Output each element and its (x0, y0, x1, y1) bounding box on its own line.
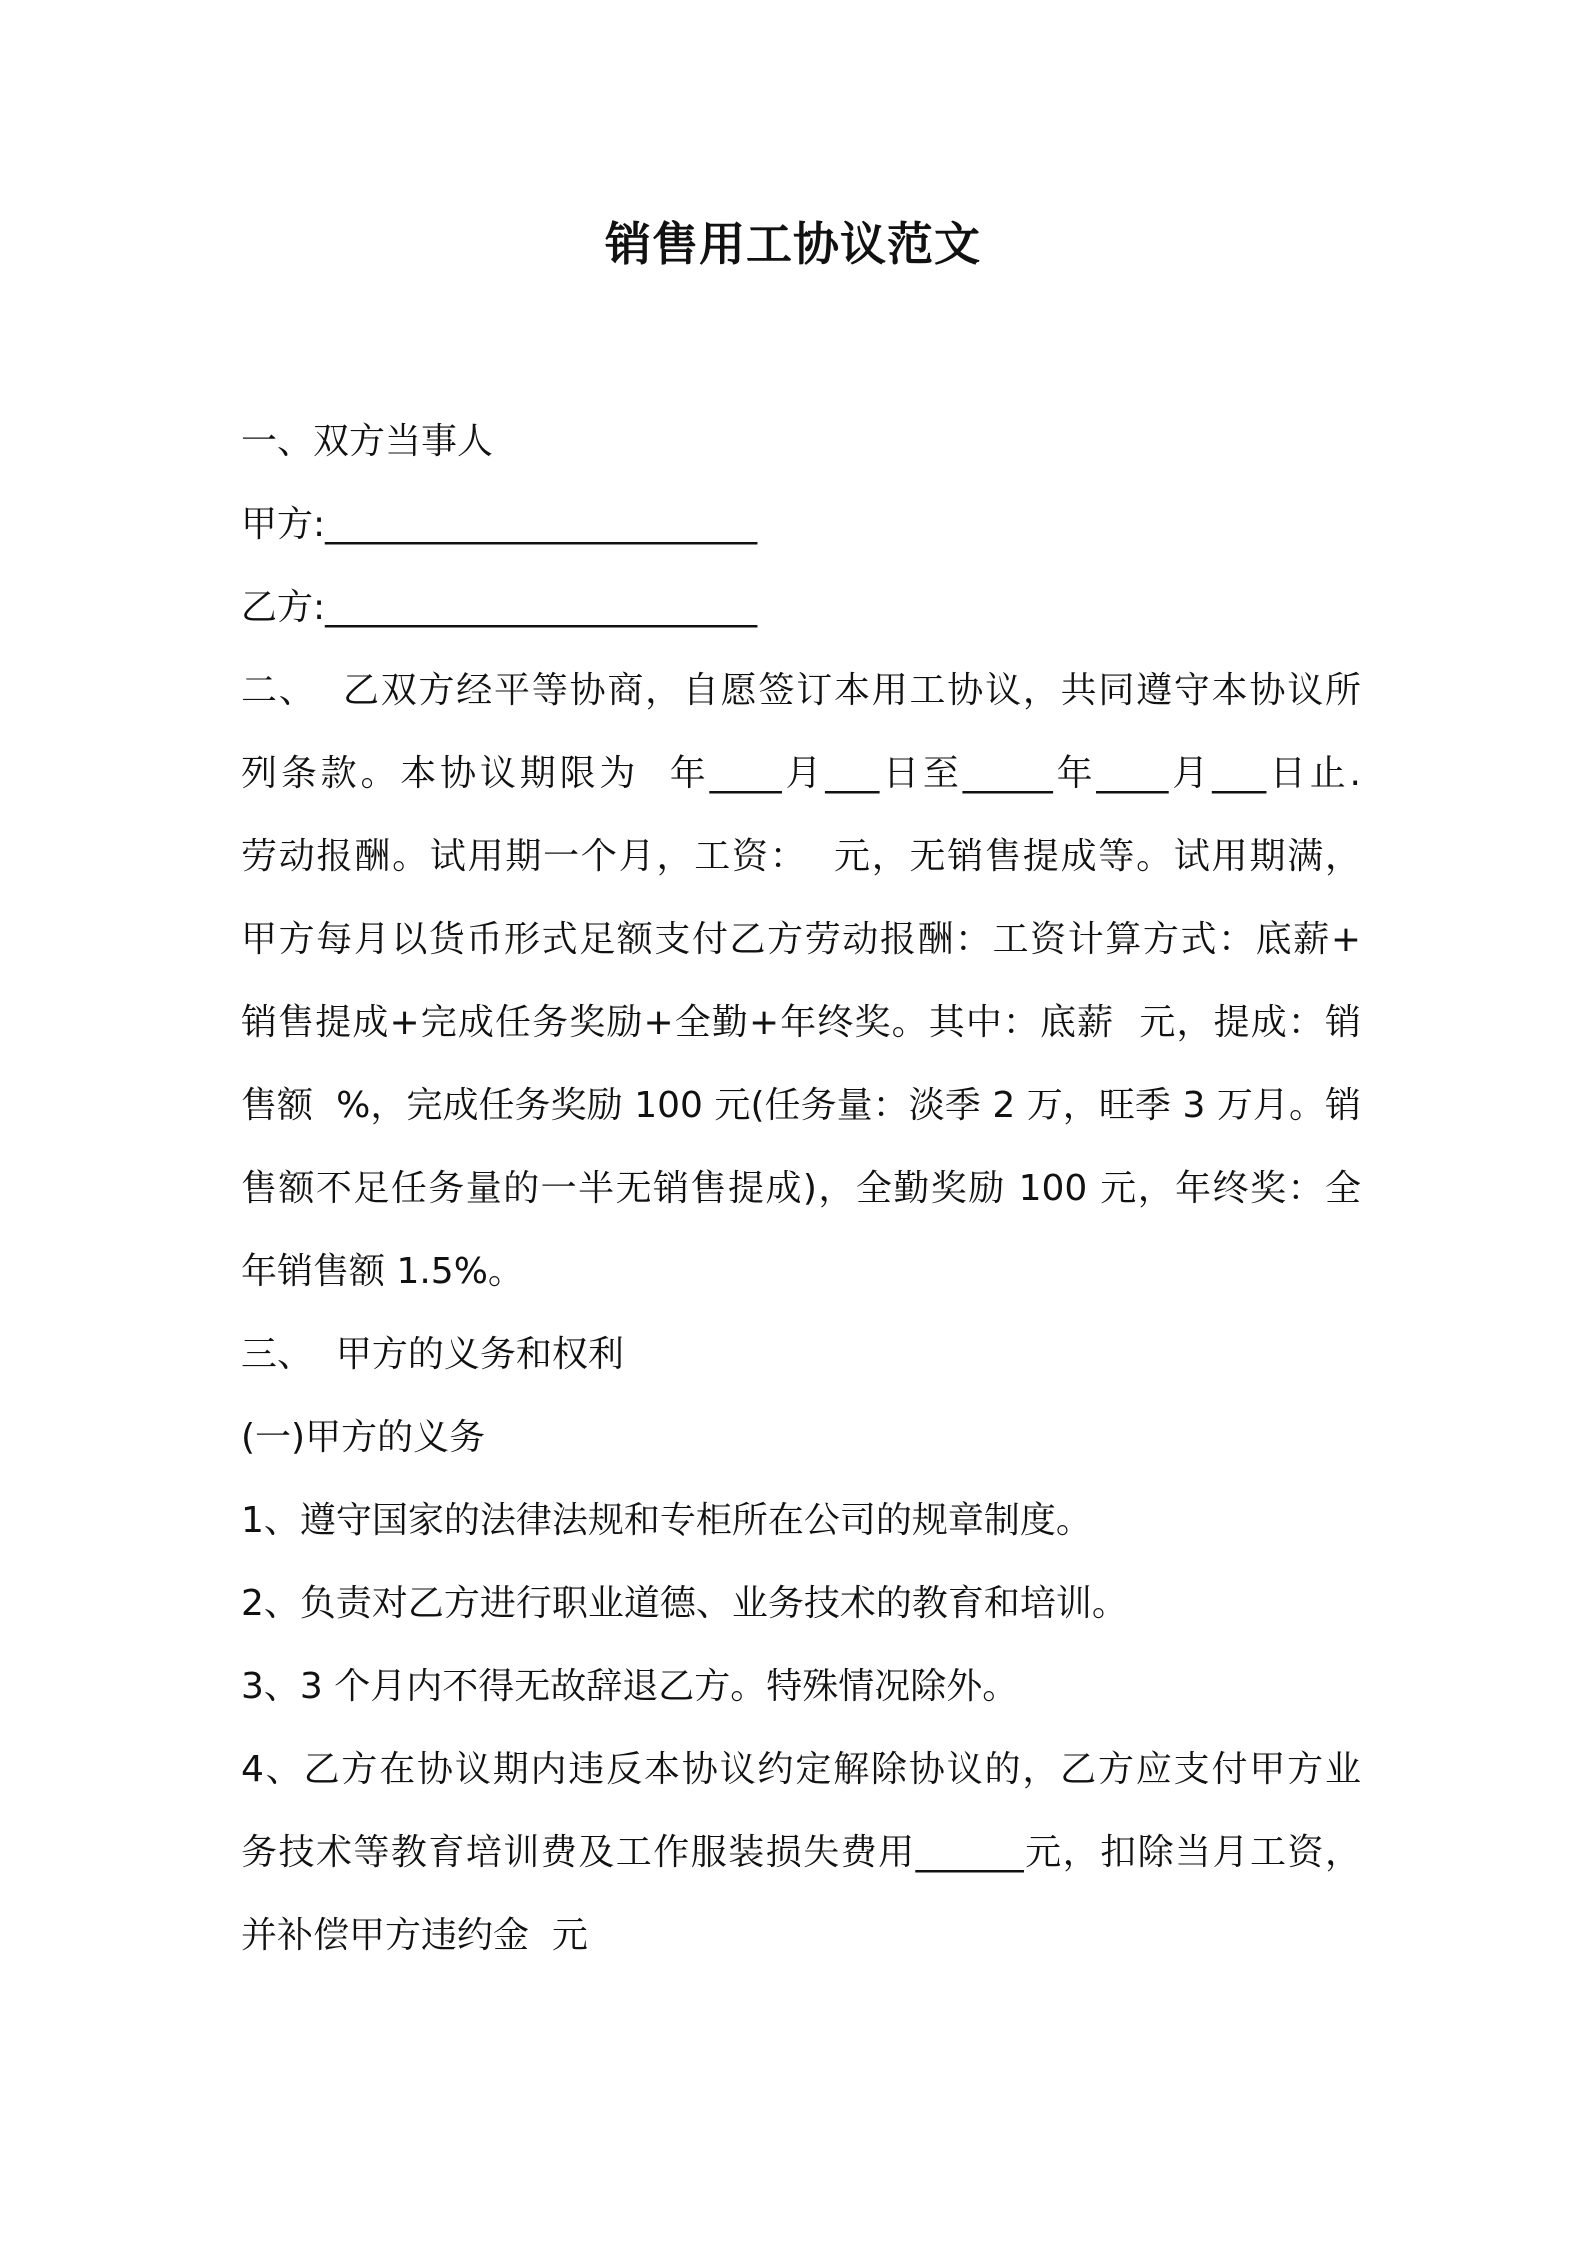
paragraph-line: 二、 乙双方经平等协商，自愿签订本用工协议，共同遵守本协议所 (241, 670, 1361, 711)
paragraph-line: 务技术等教育培训费及工作服装损失费用______元，扣除当月工资， (241, 1832, 1361, 1873)
paragraph-line: 并补偿甲方违约金 元 (241, 1915, 588, 1956)
section-heading-obligations: 三、 甲方的义务和权利 (241, 1334, 624, 1375)
party-a-line: 甲方:________________________ (241, 504, 758, 545)
paragraph-line: 售额 %，完成任务奖励 100 元(任务量：淡季 2 万，旺季 3 万月。销 (241, 1085, 1361, 1126)
list-item: 1、遵守国家的法律法规和专柜所在公司的规章制度。 (241, 1500, 1092, 1541)
section-heading-parties: 一、双方当事人 (241, 421, 494, 462)
paragraph-line: 售额不足任务量的一半无销售提成)，全勤奖励 100 元，年终奖：全 (241, 1168, 1361, 1209)
list-item: 3、3 个月内不得无故辞退乙方。特殊情况除外。 (241, 1666, 1019, 1707)
list-item: 4、乙方在协议期内违反本协议约定解除协议的，乙方应支付甲方业 (241, 1749, 1361, 1790)
subsection-heading: (一)甲方的义务 (241, 1417, 486, 1458)
paragraph-line: 年销售额 1.5%。 (241, 1251, 524, 1292)
paragraph-line: 列条款。本协议期限为 年____月___日至_____年____月___日止. (241, 753, 1361, 794)
document-body (241, 400, 1361, 1977)
paragraph-line: 甲方每月以货币形式足额支付乙方劳动报酬：工资计算方式：底薪+ (241, 919, 1361, 960)
paragraph-line: 劳动报酬。试用期一个月，工资： 元，无销售提成等。试用期满， (241, 836, 1361, 877)
party-b-line: 乙方:________________________ (241, 587, 758, 628)
list-item: 2、负责对乙方进行职业道德、业务技术的教育和培训。 (241, 1583, 1128, 1624)
paragraph-line: 销售提成+完成任务奖励+全勤+年终奖。其中：底薪 元，提成：销 (241, 1002, 1361, 1043)
document-title: 销售用工协议范文 (605, 217, 981, 271)
